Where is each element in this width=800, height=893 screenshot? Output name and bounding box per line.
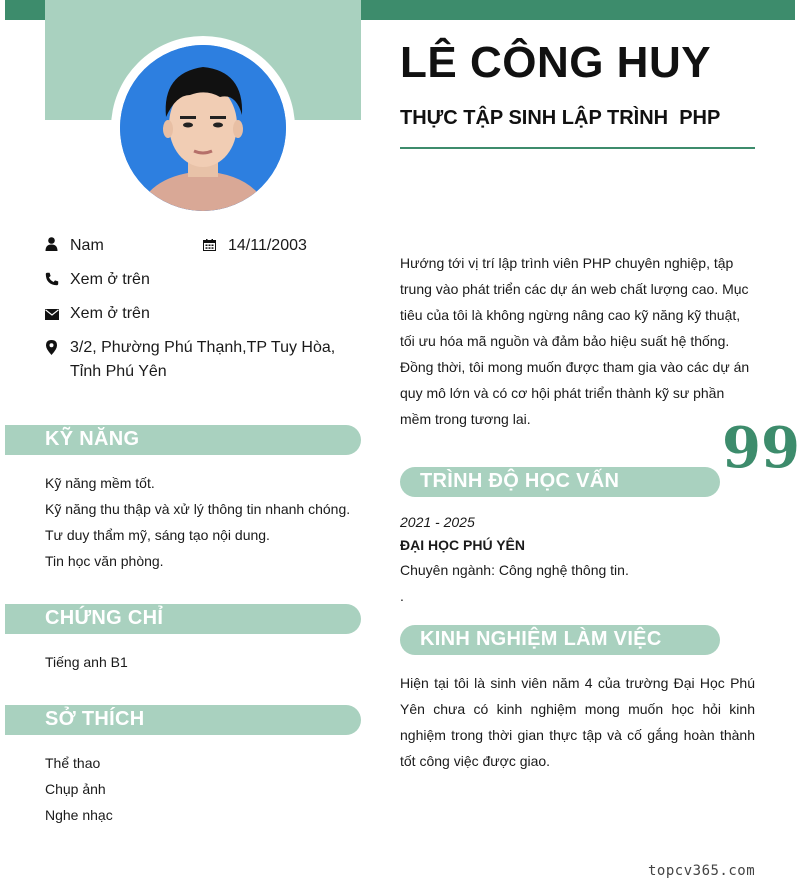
hobby-item: Nghe nhạc xyxy=(45,807,113,823)
phone-value: Xem ở trên xyxy=(70,271,150,288)
profile-portrait-graphic xyxy=(120,45,286,211)
person-icon xyxy=(45,237,58,251)
mail-icon xyxy=(45,309,59,320)
location-pin-icon xyxy=(46,340,57,355)
skill-item: Tin học văn phòng. xyxy=(45,553,164,569)
job-title: THỰC TẬP SINH LẬP TRÌNH PHP xyxy=(400,107,721,129)
experience-text: Hiện tại tôi là sinh viên năm 4 của trường Đại Học Phú Yên chưa có kinh nghiệm mong muốn học hỏi kinh nghiệm trong thời gian thực tập và cố gắng hoàn thành tốt công việc được giao. xyxy=(400,675,755,769)
gender-value: Nam xyxy=(70,237,104,254)
top-accent-strip-left xyxy=(5,0,45,20)
birthday-value: 14/11/2003 xyxy=(228,237,307,254)
skills-title: KỸ NĂNG xyxy=(45,428,140,450)
skill-item: Kỹ năng mềm tốt. xyxy=(45,475,155,491)
experience-section-header xyxy=(400,625,720,655)
certificates-title: CHỨNG CHỈ xyxy=(45,607,164,629)
profile-photo xyxy=(120,45,286,211)
calendar-icon xyxy=(203,239,216,251)
hobbies-section-header xyxy=(5,705,361,735)
top-accent-bar xyxy=(361,0,795,20)
education-title: TRÌNH ĐỘ HỌC VẤN xyxy=(420,470,620,492)
hobbies-title: SỞ THÍCH xyxy=(45,708,145,730)
education-years: 2021 - 2025 xyxy=(400,514,475,530)
address-value: 3/2, Phường Phú Thạnh,TP Tuy Hòa, Tỉnh Phú Yên xyxy=(70,339,336,380)
skill-item: Kỹ năng thu thập và xử lý thông tin nhanh chóng. xyxy=(45,501,351,517)
hobby-item: Chụp ảnh xyxy=(45,781,106,797)
title-divider xyxy=(400,147,755,149)
experience-title: KINH NGHIỆM LÀM VIỆC xyxy=(420,628,662,650)
skill-item: Tư duy thẩm mỹ, sáng tạo nội dung. xyxy=(45,527,270,543)
phone-icon xyxy=(45,272,59,286)
certificate-item: Tiếng anh B1 xyxy=(45,654,128,670)
career-objective: Hướng tới vị trí lập trình viên PHP chuyên nghiệp, tập trung vào phát triển các dự án web chất lượng cao. Mục tiêu của tôi là không ngừng nâng cao kỹ năng kỹ thuật, tối ưu hóa mã nguồn và đảm bảo hiệu suất hệ thống. Đồng thời, tôi mong muốn được tham gia vào các dự án quy mô lớn và có cơ hội phát triển thành kỹ sư phần mềm trong tương lai. xyxy=(400,255,750,427)
quote-mark: 99 xyxy=(722,415,800,481)
site-watermark: topcv365.com xyxy=(648,863,756,879)
certificates-section-header xyxy=(5,604,361,634)
hobby-item: Thể thao xyxy=(45,755,101,771)
candidate-name: LÊ CÔNG HUY xyxy=(400,38,712,87)
education-section-header xyxy=(400,467,720,497)
education-school: ĐẠI HỌC PHÚ YÊN xyxy=(400,537,525,553)
education-major: Chuyên ngành: Công nghệ thông tin. xyxy=(400,562,629,578)
email-value: Xem ở trên xyxy=(70,305,150,322)
skills-section-header xyxy=(5,425,361,455)
education-note: . xyxy=(400,588,404,604)
